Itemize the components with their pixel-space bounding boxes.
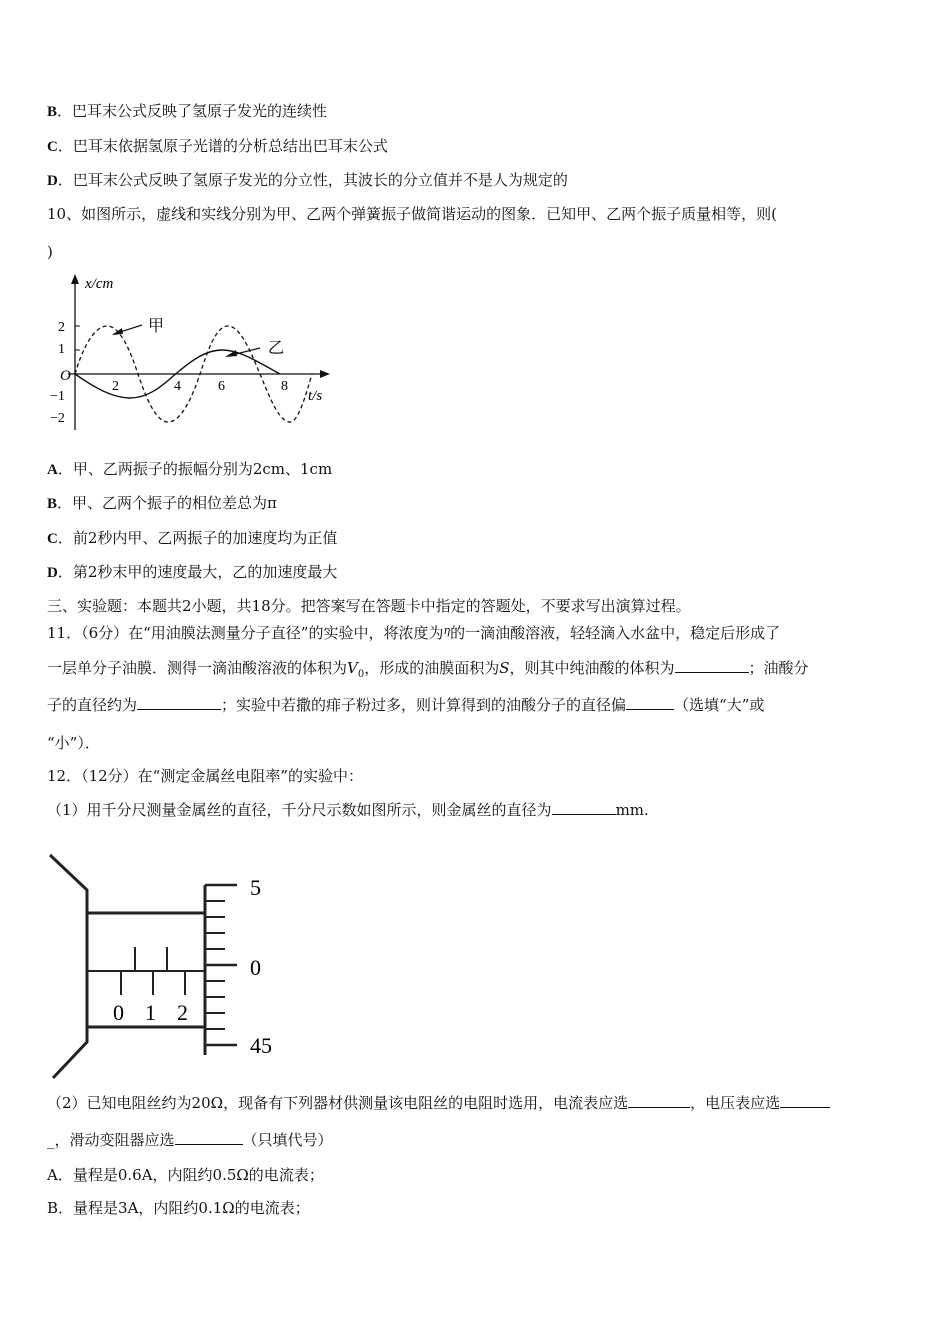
q12-option-a: A．量程是0.6A，内阻约0.5Ω的电流表； <box>47 1166 324 1184</box>
q10-option-c: C．前2秒内甲、乙两振子的加速度均为正值 <box>47 529 338 547</box>
section-3-heading: 三、实验题：本题共2小题，共18分。把答案写在答题卡中指定的答题处，不要求写出演算过程。 <box>47 597 691 615</box>
q10-stem: 10、如图所示，虚线和实线分别为甲、乙两个弹簧振子做简谐运动的图象．已知甲、乙两个振子质量相等，则( <box>47 205 777 223</box>
y-axis-label: x/cm <box>85 276 114 292</box>
thimble-5: 5 <box>250 875 261 900</box>
y-tick-neg1: −1 <box>50 389 65 404</box>
q11-line-3: 子的直径约为 ；实验中若撒的痱子粉过多，则计算得到的油酸分子的直径偏 （选填“大”或 <box>47 696 765 714</box>
y-tick-1: 1 <box>58 342 65 357</box>
x-axis-label: t/s <box>308 388 323 404</box>
x-tick-8: 8 <box>281 379 288 394</box>
answer-blank-wire-diameter[interactable] <box>552 800 616 815</box>
q9-option-b: B．巴耳末公式反映了氢原子发光的连续性 <box>47 102 328 120</box>
q12-sub2-line-1: （2）已知电阻丝约为20Ω，现备有下列器材供测量该电阻丝的电阻时选用，电流表应选 ，电压表应选 <box>47 1093 830 1113</box>
q9-option-d: D．巴耳末公式反映了氢原子发光的分立性，其波长的分立值并不是人为规定的 <box>47 171 568 189</box>
vibration-graph <box>50 270 350 435</box>
y-tick-neg2: −2 <box>50 411 65 426</box>
y-tick-2: 2 <box>58 320 65 335</box>
main-scale-2: 2 <box>177 1000 188 1025</box>
answer-blank-rheostat[interactable] <box>175 1130 243 1145</box>
q12-title: 12．（12分）在“测定金属丝电阻率”的实验中： <box>47 767 364 785</box>
q10-option-d: D．第2秒末甲的速度最大，乙的加速度最大 <box>47 563 338 581</box>
q10-stem-end: ) <box>47 243 53 261</box>
q11-line-4: “小”）． <box>47 734 100 752</box>
q12-option-b: B．量程是3A，内阻约0.1Ω的电流表； <box>47 1199 310 1217</box>
x-tick-4: 4 <box>174 379 181 394</box>
x-tick-6: 6 <box>218 379 225 394</box>
x-tick-2: 2 <box>112 379 119 394</box>
main-scale-1: 1 <box>145 1000 156 1025</box>
answer-blank-diameter[interactable] <box>137 695 221 710</box>
label-yi: 乙 <box>268 340 285 357</box>
q12-sub1: （1）用千分尺测量金属丝的直径，千分尺示数如图所示，则金属丝的直径为 mm. <box>47 801 649 819</box>
q9-option-c: C．巴耳末依据氢原子光谱的分析总结出巴耳末公式 <box>47 137 388 155</box>
answer-blank-volume[interactable] <box>675 658 749 673</box>
q10-option-b: B．甲、乙两个振子的相位差总为π <box>47 494 277 512</box>
q11-line-2: 一层单分子油膜．测得一滴油酸溶液的体积为$V_0$，形成的油膜面积为S，则其中纯油酸的体积为 ；油酸分 <box>47 659 809 680</box>
x-axis-arrow <box>320 370 330 378</box>
main-scale-0: 0 <box>113 1000 124 1025</box>
answer-blank-ammeter[interactable] <box>628 1093 690 1108</box>
micrometer-diagram <box>45 850 305 1082</box>
y-axis-arrow <box>71 274 79 284</box>
answer-blank-bias[interactable] <box>626 695 674 710</box>
answer-blank-voltmeter[interactable] <box>780 1093 830 1108</box>
thimble-45: 45 <box>250 1033 272 1058</box>
label-jia: 甲 <box>148 318 165 335</box>
origin-label: O <box>60 368 71 384</box>
thimble-0: 0 <box>250 955 261 980</box>
q11-line-1: 11．（6分）在“用油膜法测量分子直径”的实验中，将浓度为$^\eta$的一滴油酸溶液，轻轻滴入水盆中，稳定后形成了 <box>47 624 781 642</box>
q10-option-a: A．甲、乙两振子的振幅分别为2cm、1cm <box>47 460 333 478</box>
q12-sub2-line-2: _，滑动变阻器应选 （只填代号） <box>47 1131 333 1149</box>
